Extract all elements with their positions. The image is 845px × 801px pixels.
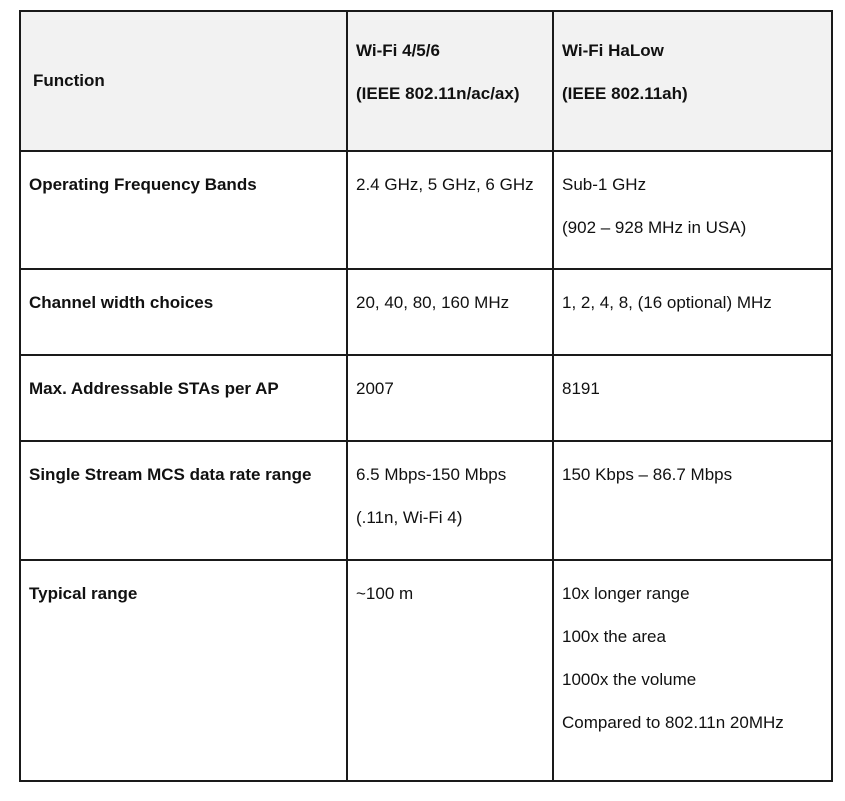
halow-cell [553,441,832,560]
header-halow-title: Wi-Fi HaLow [562,41,664,60]
halow-cell [553,151,832,269]
row-label-text: Operating Frequency Bands [29,175,257,194]
halow-cell [553,355,832,441]
halow-cell [553,560,832,781]
header-function [20,11,347,151]
wifi-cell [347,151,553,269]
table-row-typical-range [20,560,832,781]
row-label-text: Typical range [29,584,138,603]
row-label-text: Single Stream MCS data rate range [29,465,312,484]
table-row-frequency-bands [20,151,832,269]
header-wifi [347,11,553,151]
wifi-cell [347,269,553,355]
wifi-cell-line: ~100 m [356,584,414,603]
wifi-cell-line: 20, 40, 80, 160 MHz [356,293,510,312]
wifi-cell [347,560,553,781]
row-label [20,355,347,441]
header-halow [553,11,832,151]
row-label-text: Max. Addressable STAs per AP [29,379,279,398]
halow-cell-line: 8191 [562,379,600,398]
halow-cell [553,269,832,355]
header-function-label: Function [33,71,105,90]
row-label [20,560,347,781]
halow-cell-line: 1, 2, 4, 8, (16 optional) MHz [562,293,772,312]
table-row-max-stas [20,355,832,441]
row-label [20,269,347,355]
wifi-cell-line: 6.5 Mbps-150 Mbps [356,465,507,484]
header-wifi-standard: (IEEE 802.11n/ac/ax) [356,84,520,103]
wifi-cell-line: (.11n, Wi-Fi 4) [356,508,463,527]
table-row-channel-width [20,269,832,355]
halow-cell-line: Compared to 802.11n 20MHz [562,713,784,732]
wifi-cell [347,441,553,560]
wifi-cell-line: 2.4 GHz, 5 GHz, 6 GHz [356,175,534,194]
table-row-data-rate [20,441,832,560]
header-halow-standard: (IEEE 802.11ah) [562,84,688,103]
halow-cell-line: Sub-1 GHz [562,175,647,194]
wifi-cell-line: 2007 [356,379,394,398]
halow-cell-line: 100x the area [562,627,666,646]
row-label [20,441,347,560]
halow-cell-line: 10x longer range [562,584,690,603]
comparison-table [19,10,833,782]
row-label [20,151,347,269]
header-wifi-title: Wi-Fi 4/5/6 [356,41,440,60]
halow-cell-line: (902 – 928 MHz in USA) [562,218,747,237]
header-row [20,11,832,151]
halow-cell-line: 150 Kbps – 86.7 Mbps [562,465,733,484]
row-label-text: Channel width choices [29,293,214,312]
wifi-cell [347,355,553,441]
halow-cell-line: 1000x the volume [562,670,697,689]
